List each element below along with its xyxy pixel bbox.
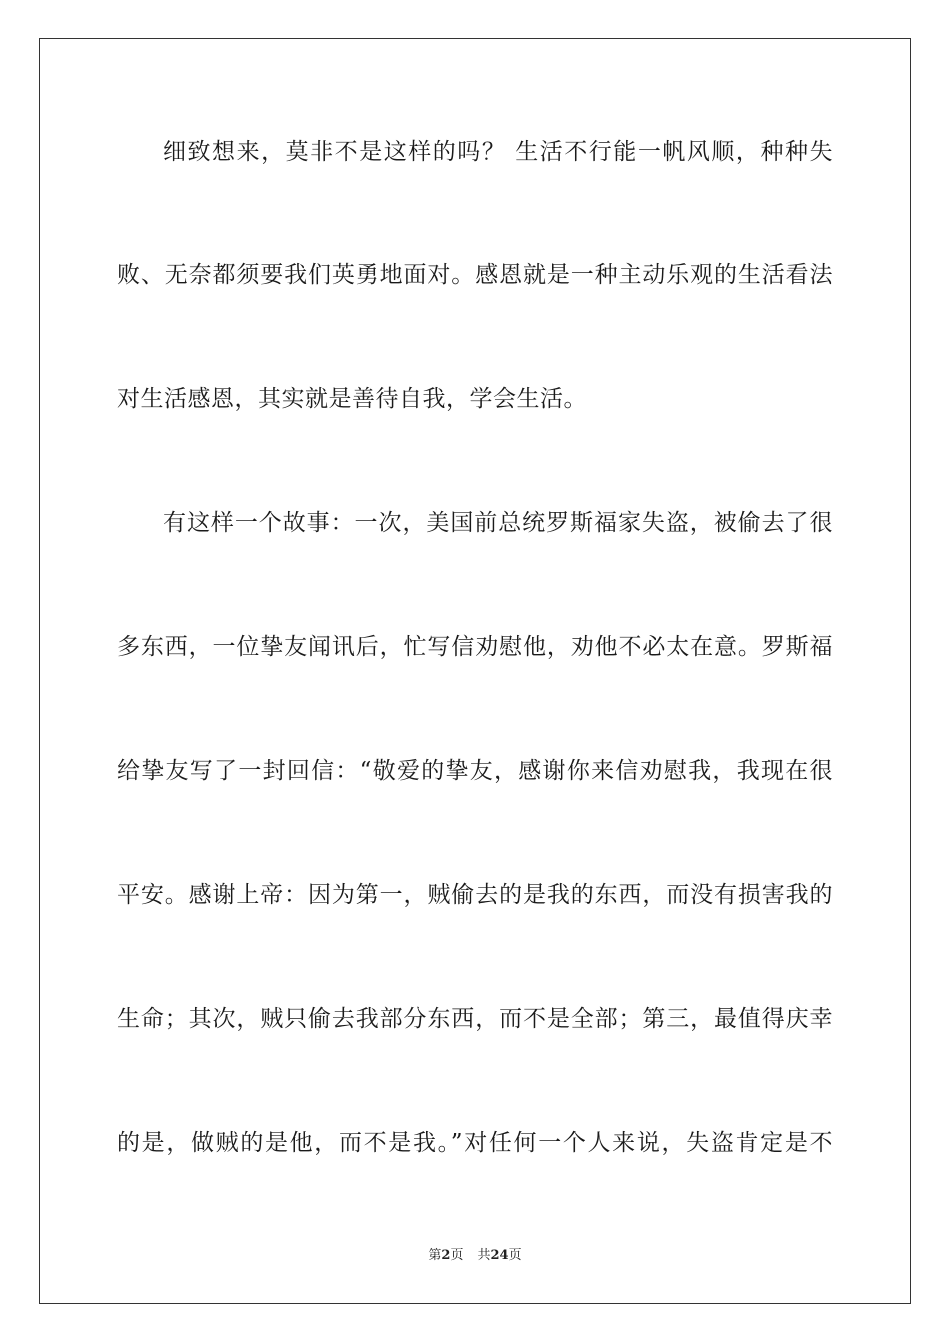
footer-page-suffix: 页 (450, 1248, 464, 1263)
paragraph-1-line-1: 细致想来，莫非不是这样的吗？ 生活不行能一帆风顺，种种失 (163, 139, 833, 165)
paragraph-2-line-3: 给挚友写了一封回信：“敬爱的挚友，感谢你来信劝慰我，我现在很 (117, 758, 833, 784)
footer-page-prefix: 第 (428, 1248, 442, 1263)
paragraph-2-line-4: 平安。感谢上帝：因为第一，贼偷去的是我的东西，而没有损害我的 (117, 882, 833, 908)
footer-page-number: 2 (441, 1248, 451, 1263)
footer-total-prefix: 共 (477, 1248, 491, 1263)
paragraph-1-line-2: 败、无奈都须要我们英勇地面对。感恩就是一种主动乐观的生活看法 (117, 262, 833, 288)
footer-total-suffix: 页 (508, 1248, 522, 1263)
paragraph-1-line-3: 对生活感恩，其实就是善待自我，学会生活。 (117, 386, 587, 412)
paragraph-2-line-1: 有这样一个故事：一次，美国前总统罗斯福家失盗，被偷去了很 (163, 510, 833, 536)
paragraph-2-line-2: 多东西，一位挚友闻讯后，忙写信劝慰他，劝他不必太在意。罗斯福 (117, 634, 833, 660)
footer-total-pages: 24 (490, 1248, 509, 1263)
paragraph-2-line-6: 的是，做贼的是他，而不是我。”对任何一个人来说，失盗肯定是不 (117, 1130, 833, 1156)
page-border (39, 38, 911, 1304)
page-footer (0, 1247, 950, 1265)
paragraph-2-line-5: 生命；其次，贼只偷去我部分东西，而不是全部；第三，最值得庆幸 (117, 1006, 833, 1032)
